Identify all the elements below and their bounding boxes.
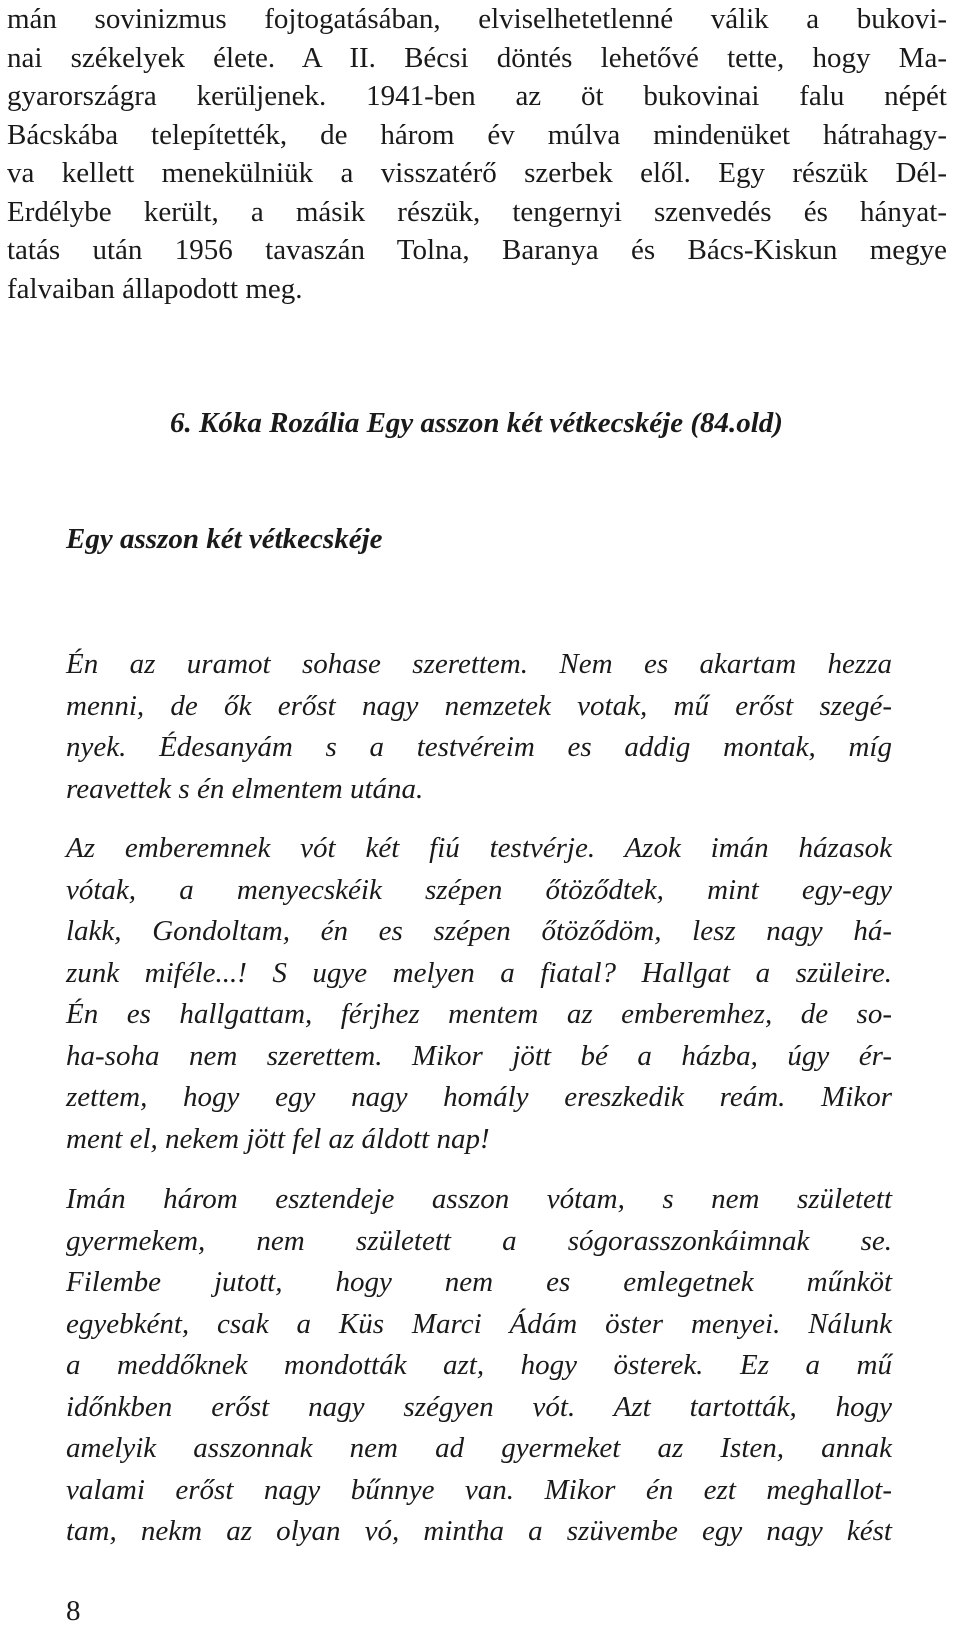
paragraph-line: Én az uramot sohase szerettem. Nem es akartam hezza (66, 648, 892, 680)
paragraph-3 (66, 1179, 892, 1553)
paragraph-line: reavettek s én elmentem utána. (66, 772, 424, 805)
paragraph-line: Filembe jutott, hogy nem es emlegetnek műnköt (66, 1266, 892, 1298)
paragraph-line: Én es hallgattam, férjhez mentem az emberemhez, de so- (66, 998, 892, 1030)
paragraph-2 (66, 828, 892, 1160)
paragraph-line: vótak, a menyecskéik szépen őtöződtek, mint egy-egy (66, 873, 892, 906)
intro-line: nai székelyek élete. A II. Bécsi döntés lehetővé tette, hogy Ma- (7, 41, 947, 74)
intro-paragraph (7, 0, 947, 308)
paragraph-line: menni, de ők erőst nagy nemzetek votak, mű erőst szegé- (66, 689, 892, 722)
intro-line: Erdélybe került, a másik részük, tengernyi szenvedés és hányat- (7, 195, 947, 228)
paragraph-line: zunk miféle...! S ugye melyen a fiatal? Hallgat a szüleire. (66, 956, 892, 989)
intro-line: mán sovinizmus fojtogatásában, elviselhetetlenné válik a bukovi- (7, 3, 947, 35)
intro-line: tatás után 1956 tavaszán Tolna, Baranya és Bács-Kiskun megye (7, 234, 947, 266)
paragraph-1 (66, 644, 892, 810)
paragraph-line: egyebként, csak a Küs Marci Ádám öster menyei. Nálunk (66, 1307, 892, 1340)
paragraph-line: amelyik asszonnak nem ad gyermeket az Isten, annak (66, 1432, 892, 1464)
paragraph-line: lakk, Gondoltam, én es szépen őtöződöm, lesz nagy há- (66, 915, 892, 947)
intro-line: va kellett menekülniük a visszatérő szerbek elől. Egy részük Dél- (7, 157, 947, 189)
paragraph-line: a meddőknek mondották azt, hogy österek. Ez a mű (66, 1349, 892, 1381)
paragraph-line: tam, nekm az olyan vó, mintha a szüvembe egy nagy kést (66, 1515, 892, 1547)
intro-line: falvaiban állapodott meg. (7, 272, 303, 305)
intro-line: Bácskába telepítették, de három év múlva mindenüket hátrahagy- (7, 118, 947, 151)
poem-title: Egy asszon két vétkecskéje (66, 523, 383, 555)
paragraph-line: időnkben erőst nagy szégyen vót. Azt tartották, hogy (66, 1390, 892, 1423)
intro-line: gyarországra kerüljenek. 1941-ben az öt bukovinai falu népét (7, 80, 947, 112)
paragraph-line: zettem, hogy egy nagy homály ereszkedik reám. Mikor (66, 1081, 892, 1113)
page-number: 8 (66, 1595, 81, 1627)
paragraph-line: Az emberemnek vót két fiú testvérje. Azok imán házasok (66, 832, 892, 864)
paragraph-line: ment el, nekem jött fel az áldott nap! (66, 1122, 490, 1155)
paragraph-line: Imán három esztendeje asszon vótam, s nem született (66, 1183, 892, 1215)
section-heading: 6. Kóka Rozália Egy asszon két vétkecskéje (84.old) (170, 407, 783, 439)
paragraph-line: gyermekem, nem született a sógorasszonkáimnak se. (66, 1224, 892, 1257)
paragraph-line: ha-soha nem szerettem. Mikor jött bé a házba, úgy ér- (66, 1039, 892, 1072)
paragraph-line: nyek. Édesanyám s a testvéreim es addig montak, míg (66, 731, 892, 763)
paragraph-line: valami erőst nagy bűnnye van. Mikor én ezt meghallot- (66, 1473, 892, 1506)
